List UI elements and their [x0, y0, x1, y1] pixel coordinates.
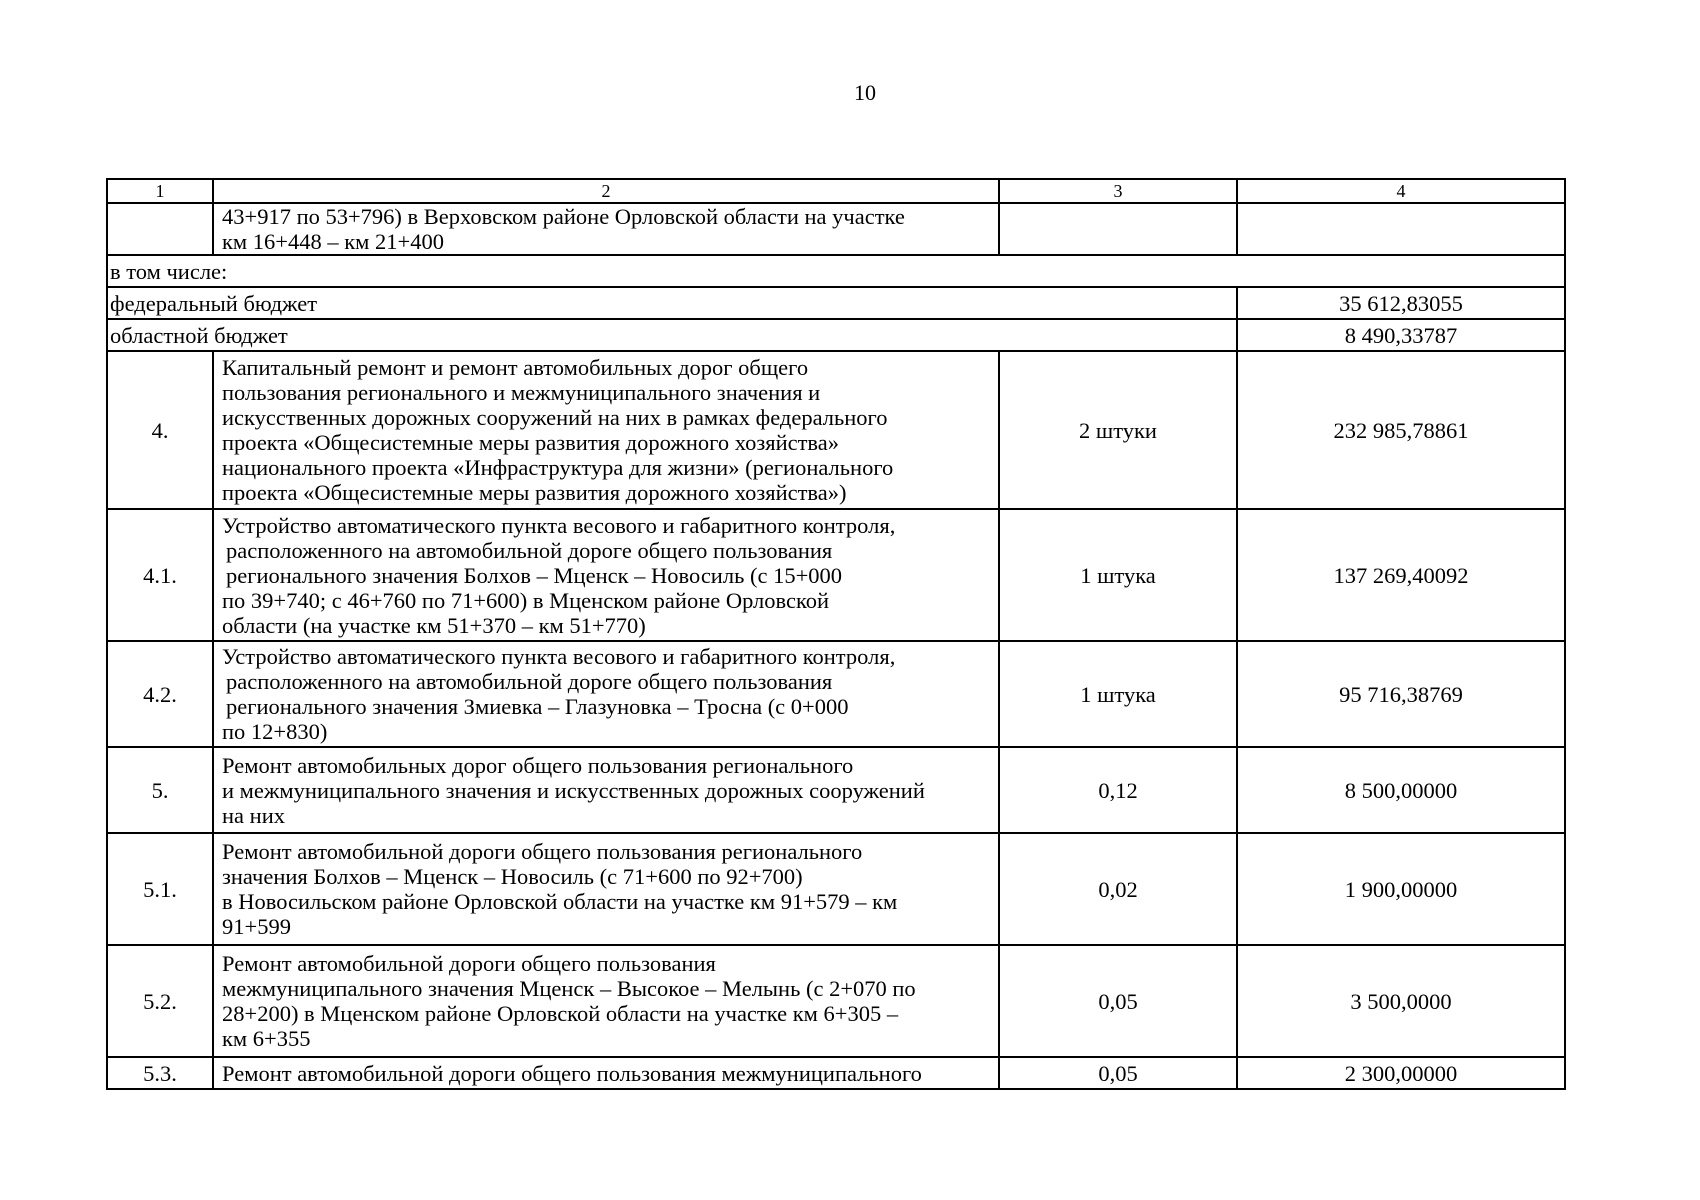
description-line: 43+917 по 53+796) в Верховском районе Орловской области на участке	[222, 204, 905, 229]
row-number-cell: 5.1.	[107, 833, 213, 945]
quantity-cell: 1 штука	[999, 641, 1237, 747]
budget-amount: 35 612,83055	[1237, 287, 1565, 319]
continuation-row	[107, 203, 1565, 255]
amount-cell: 2 300,00000	[1237, 1057, 1565, 1089]
table-row	[107, 1057, 1565, 1089]
description-line: пользования регионального и межмуниципального значения и	[222, 380, 821, 405]
description-line: значения Болхов – Мценск – Новосиль (с 71+600 по 92+700)	[222, 864, 803, 889]
budget-label: областной бюджет	[107, 319, 1237, 351]
table-row	[107, 747, 1565, 833]
quantity-cell: 1 штука	[999, 509, 1237, 641]
description-cell	[213, 509, 999, 641]
description-cell	[213, 203, 999, 255]
description-cell	[213, 351, 999, 509]
row-number-cell: 4.2.	[107, 641, 213, 747]
quantity-cell: 0,05	[999, 1057, 1237, 1089]
description-line: искусственных дорожных сооружений на них в рамках федерального	[222, 405, 888, 430]
table-row	[107, 641, 1565, 747]
budget-table	[106, 178, 1566, 1090]
amount-cell	[1237, 203, 1565, 255]
budget-amount: 8 490,33787	[1237, 319, 1565, 351]
description-line: межмуниципального значения Мценск – Высокое – Мелынь (с 2+070 по	[222, 976, 916, 1001]
description-line: на них	[222, 802, 285, 828]
federal-budget-row	[107, 287, 1565, 319]
description-line: Ремонт автомобильной дороги общего пользования межмуниципального	[222, 1060, 922, 1086]
description-line: км 16+448 – км 21+400	[222, 229, 444, 254]
amount-cell: 1 900,00000	[1237, 833, 1565, 945]
description-cell	[213, 833, 999, 945]
description-line: Ремонт автомобильной дороги общего пользования регионального	[222, 839, 863, 864]
amount-cell: 95 716,38769	[1237, 641, 1565, 747]
quantity-cell: 0,02	[999, 833, 1237, 945]
budget-label: федеральный бюджет	[107, 287, 1237, 319]
table-row	[107, 351, 1565, 509]
description-cell	[213, 747, 999, 833]
description-line: 28+200) в Мценском районе Орловской области на участке км 6+305 –	[222, 1001, 899, 1026]
description-cell	[213, 641, 999, 747]
description-line: регионального значения Змиевка – Глазуновка – Тросна (с 0+000	[226, 694, 849, 719]
description-line: Ремонт автомобильной дороги общего пользования	[222, 951, 716, 976]
table-row	[107, 833, 1565, 945]
row-number-cell: 5.3.	[107, 1057, 213, 1089]
amount-cell: 3 500,0000	[1237, 945, 1565, 1057]
row-number-cell: 5.	[107, 747, 213, 833]
description-line: по 12+830)	[222, 719, 328, 744]
amount-cell: 137 269,40092	[1237, 509, 1565, 641]
description-line: по 39+740; с 46+760 по 71+600) в Мценском районе Орловской	[222, 587, 830, 613]
column-number-row	[107, 179, 1565, 203]
row-number-cell: 4.1.	[107, 509, 213, 641]
regional-budget-row	[107, 319, 1565, 351]
amount-cell: 232 985,78861	[1237, 351, 1565, 509]
column-number: 3	[999, 179, 1237, 203]
description-line: национального проекта «Инфраструктура для жизни» (регионального	[222, 455, 894, 480]
quantity-cell: 2 штуки	[999, 351, 1237, 509]
table-row	[107, 509, 1565, 641]
including-label: в том числе:	[107, 255, 1565, 287]
description-line: Ремонт автомобильных дорог общего пользования регионального	[222, 752, 854, 778]
description-line: и межмуниципального значения и искусственных дорожных сооружений	[222, 777, 925, 803]
description-line: расположенного на автомобильной дороге общего пользования	[226, 537, 833, 563]
description-line: области (на участке км 51+370 – км 51+770)	[222, 612, 646, 638]
description-line: Капитальный ремонт и ремонт автомобильных дорог общего	[222, 355, 809, 380]
description-line: расположенного на автомобильной дороге общего пользования	[226, 669, 833, 694]
description-line: проекта «Общесистемные меры развития дорожного хозяйства»	[222, 430, 839, 455]
description-cell	[213, 945, 999, 1057]
row-number-cell: 5.2.	[107, 945, 213, 1057]
description-line: Устройство автоматического пункта весового и габаритного контроля,	[222, 644, 896, 669]
description-line: регионального значения Болхов – Мценск – Новосиль (с 15+000	[226, 562, 843, 588]
description-line: 91+599	[222, 914, 291, 939]
row-number-cell	[107, 203, 213, 255]
description-line: км 6+355	[222, 1026, 311, 1051]
quantity-cell	[999, 203, 1237, 255]
including-row	[107, 255, 1565, 287]
amount-cell: 8 500,00000	[1237, 747, 1565, 833]
description-line: проекта «Общесистемные меры развития дорожного хозяйства»)	[222, 480, 847, 505]
quantity-cell: 0,12	[999, 747, 1237, 833]
description-cell	[213, 1057, 999, 1089]
row-number-cell: 4.	[107, 351, 213, 509]
table-row	[107, 945, 1565, 1057]
description-line: Устройство автоматического пункта весового и габаритного контроля,	[222, 512, 896, 538]
description-line: в Новосильском районе Орловской области на участке км 91+579 – км	[222, 889, 898, 914]
quantity-cell: 0,05	[999, 945, 1237, 1057]
column-number: 2	[213, 179, 999, 203]
column-number: 1	[107, 179, 213, 203]
page-number: 10	[854, 80, 876, 105]
column-number: 4	[1237, 179, 1565, 203]
